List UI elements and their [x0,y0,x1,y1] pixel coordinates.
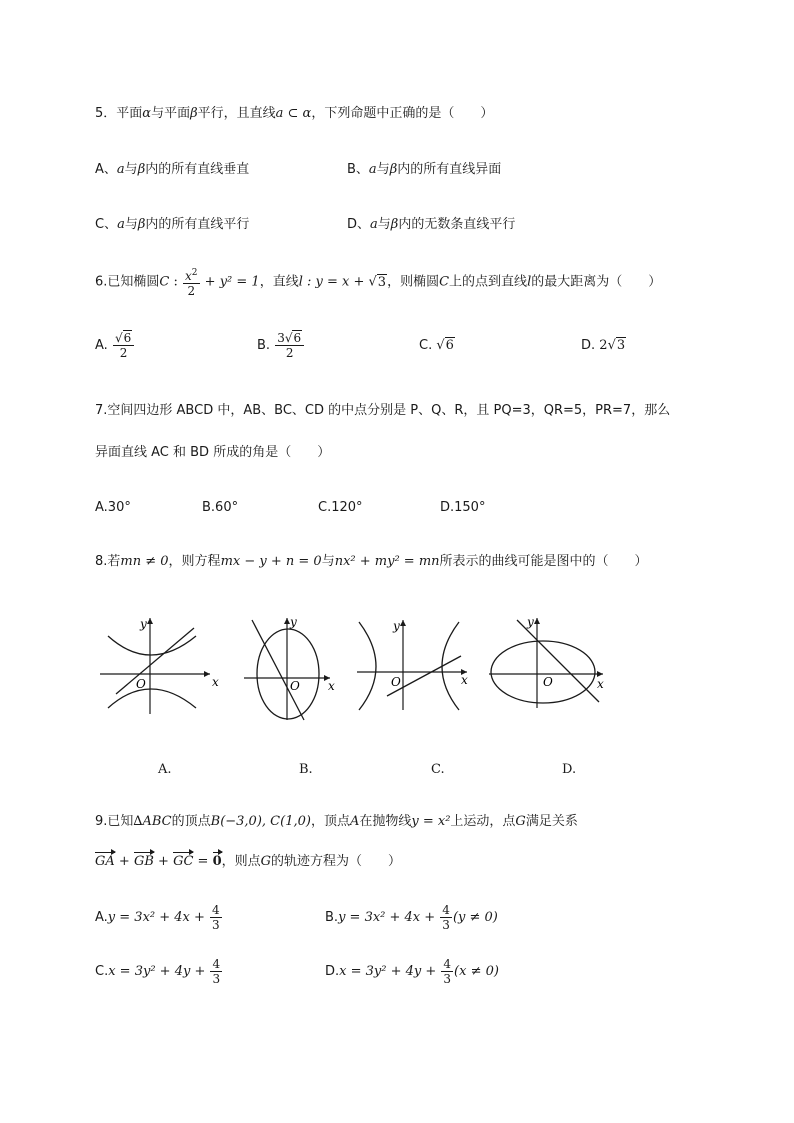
figure-b-caption: B. [299,762,313,777]
q6-stem: 6.已知椭圆C : $\frac{x^2}{2}$ + y² = 1，直线l : y = x + √3，则椭圆C上的点到直线l的最大距离为（ ） [95,268,662,298]
figure-d-caption: D. [562,762,577,777]
q9-stem-text: 满足关系 [525,814,578,829]
ellipse-name: C [439,274,450,290]
line-a-symbol: a [368,162,377,177]
subset-symbol: ⊂ [283,106,303,121]
q9-stem-text: ，顶点 [310,814,350,829]
q5-stem-text: 5．平面 [95,106,143,121]
four-thirds-fraction: $\frac{4}{3}$ [212,903,220,932]
vector-gc: GC [173,852,193,872]
ellipse-equation-tail: + y² = 1 [200,274,260,290]
option-d-value: 2√3 [599,338,626,353]
q6-stem-text: 上的点到直线 [449,274,528,290]
line-a-symbol: a [116,162,125,177]
option-equation: y = 3x² + 4x + [338,910,440,925]
four-thirds-fraction: $\frac{4}{3}$ [212,957,221,986]
q5-option-a [95,160,249,180]
option-label: D、 [347,217,371,232]
option-label: D. [325,964,340,979]
option-label: C. [95,964,109,979]
q6-stem-text: 6.已知椭圆 [95,274,160,290]
alpha-symbol: α [302,106,312,121]
option-a-fraction: $\frac{√6}{2}$ [113,331,134,360]
q8-stem-text: 所表示的曲线可能是图中的（ ） [439,554,648,569]
option-label: B. [325,910,339,925]
vertex-coordinates: B(−3,0), C(1,0) [210,814,311,829]
beta-symbol: β [390,217,399,232]
x2-over-2-fraction: $\frac{x^2}{2}$ [185,268,198,298]
q7-option-d: D.150° [440,500,486,515]
q9-stem-text: 的顶点 [171,814,211,829]
line-equation: l : y = x + [298,274,369,290]
q8-stem-text: ，则方程 [168,554,221,569]
q5-stem [95,104,493,124]
q9-option-c [95,952,223,992]
q6-option-b [257,326,305,366]
q6-stem-text: 的最大距离为（ ） [531,274,662,290]
option-label: B、 [347,162,369,177]
ellipse-curve [257,629,319,719]
q6-option-a [95,326,135,366]
figure-b [242,612,342,722]
q9-stem-line-2: GA + GB + GC = 0，则点G的轨迹方程为（ ） [95,852,401,872]
line-equation: mx − y + n = 0 [220,554,322,569]
origin-label: O [391,675,401,689]
q6-option-c [419,326,455,366]
option-label: A、 [95,162,117,177]
hyperbola-left-branch [359,622,376,710]
q5-stem-text: 与平面 [151,106,191,121]
figure-c-caption: C. [431,762,445,777]
option-label: B. [257,338,271,353]
triangle-name: ∆ABC [133,814,172,829]
q6-stem-text: ，直线 [259,274,299,290]
q6-option-d [581,326,626,366]
option-label: A. [95,910,108,925]
q8-stem-text: 8.若 [95,554,121,569]
option-text: 与 [124,217,138,232]
option-label: D. [581,338,596,353]
q9-option-d [325,952,499,992]
option-equation: x = 3y² + 4y + [339,964,441,979]
option-text: 内的无数条直线平行 [398,217,516,232]
figure-d [487,612,612,712]
q8-stem-text: 与 [321,554,335,569]
q7-line-2: 异面直线 AC 和 BD 所成的角是（ ） [95,445,331,460]
condition: mn ≠ 0 [120,554,169,569]
q7-option-b: B.60° [202,500,239,515]
option-equation: x = 3y² + 4y + [108,964,210,979]
hyperbola-upper-branch [108,636,196,655]
four-thirds-fraction: $\frac{4}{3}$ [442,903,450,932]
beta-symbol: β [137,217,146,232]
y-axis-label: y [393,619,400,633]
origin-label: O [290,679,300,693]
x-axis-label: x [328,679,335,693]
alpha-symbol: α [142,106,152,121]
q9-stem-line-1 [95,812,578,832]
option-equation: y = 3x² + 4x + [107,910,210,925]
q5-stem-text: ，下列命题中正确的是（ ） [311,106,494,121]
option-c-value: √6 [436,338,454,353]
line-l-symbol: l [527,274,532,290]
beta-symbol: β [190,106,198,121]
ellipse-name: C [159,274,170,290]
option-text: 与 [377,217,391,232]
q5-option-c [95,215,249,235]
y-axis-arrow [400,620,406,626]
q9-option-a [95,898,223,938]
option-text: 与 [376,162,390,177]
line-a-symbol: a [275,106,284,121]
option-label: C. [419,338,433,353]
q5-stem-text: 平行，且直线 [197,106,276,121]
q7-option-a: A.30° [95,500,131,515]
straight-line [517,620,599,702]
q9-stem-text: 的轨迹方程为（ ） [271,854,402,869]
y-axis-arrow [147,618,153,624]
figure-c [355,612,475,712]
option-label: A. [95,338,108,353]
point-g: G [260,854,272,869]
option-label: C、 [95,217,118,232]
parabola-equation: y = x² [411,814,451,829]
q9-option-b [325,898,498,938]
option-text: 内的所有直线垂直 [145,162,250,177]
point-a: A [349,814,360,829]
figure-a-caption: A. [158,762,172,777]
beta-symbol: β [389,162,398,177]
q9-stem-text: 9.已知 [95,814,134,829]
q5-option-d [347,215,515,235]
option-b-fraction: $\frac{3√6}{2}$ [275,331,304,360]
x-axis-label: x [597,677,604,691]
q6-stem-text: ，则椭圆 [387,274,440,290]
x-axis-label: x [461,673,468,687]
q9-stem-text: 上运动，点 [450,814,516,829]
q7-line-1: 7.空间四边形 ABCD 中，AB、BC、CD 的中点分别是 P、Q、R，且 PQ=3，QR=5，PR=7，那么 [95,403,671,418]
q9-stem-text: 在抛物线 [359,814,412,829]
vector-ga: GA [95,852,115,872]
hyperbola-right-branch [442,622,459,710]
straight-line [116,628,194,694]
four-thirds-fraction: $\frac{4}{3}$ [443,957,452,986]
y-axis-label: y [527,615,534,629]
point-g: G [515,814,526,829]
figure-a [98,612,223,717]
zero-vector: 0 [213,852,222,872]
option-text: 与 [124,162,138,177]
conic-equation: nx² + my² = mn [334,554,440,569]
y-axis-label: y [290,615,297,629]
q9-stem-text: ，则点 [221,854,261,869]
option-text: 内的所有直线平行 [145,217,250,232]
straight-line [252,620,304,720]
line-a-symbol: a [117,217,125,232]
q7-option-c: C.120° [318,500,363,515]
y-axis-arrow [534,618,540,624]
q8-stem [95,552,648,572]
q5-option-b [347,160,501,180]
origin-label: O [543,675,553,689]
vector-gb: GB [134,852,154,872]
option-condition: (x ≠ 0) [454,964,499,979]
ellipse-curve [491,641,595,703]
line-a-symbol: a [370,217,378,232]
x-axis-arrow [204,671,210,677]
y-axis-label: y [140,617,147,631]
beta-symbol: β [137,162,146,177]
hyperbola-lower-branch [108,689,196,708]
x-axis-label: x [212,675,219,689]
option-condition: (y ≠ 0) [452,910,498,925]
option-text: 内的所有直线异面 [397,162,502,177]
origin-label: O [136,677,146,691]
